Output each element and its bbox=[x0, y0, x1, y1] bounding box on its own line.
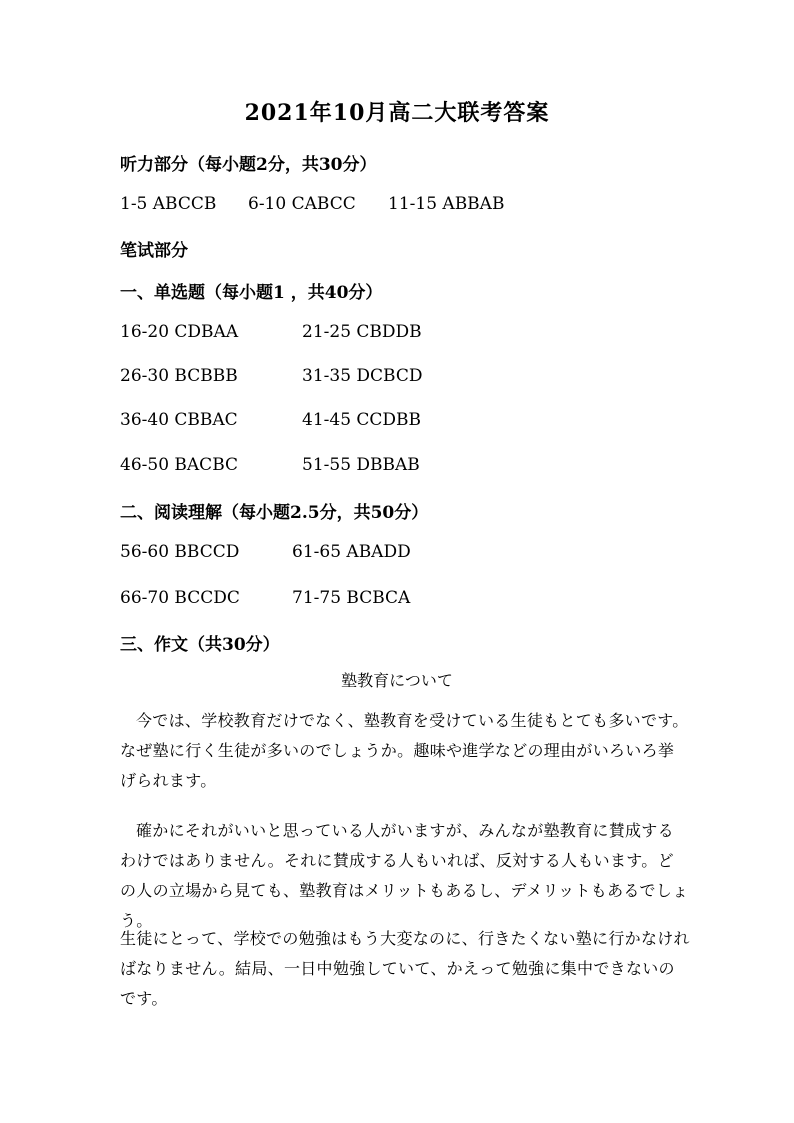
essay-paragraph: 今では、学校教育だけでなく、塾教育を受けている生徒もとても多いです。なぜ塾に行く生徒が多いのでしょうか。趣味や進学などの理由がいろいろ挙げられます。 bbox=[120, 711, 689, 790]
section3-heading: 三、作文（共30分） bbox=[120, 635, 280, 655]
section1-row bbox=[120, 322, 480, 346]
answer-group: 16-20 CDBAA bbox=[120, 322, 239, 342]
section1-row bbox=[120, 410, 480, 434]
answer-group: 46-50 BACBC bbox=[120, 455, 239, 475]
answer-group: 31-35 DCBCD bbox=[302, 366, 423, 386]
answer-group: 1-5 ABCCB bbox=[120, 194, 217, 214]
answer-group: 71-75 BCBCA bbox=[292, 588, 411, 608]
answer-group: 61-65 ABADD bbox=[292, 542, 411, 562]
page-title: 2021年10月高二大联考答案 bbox=[244, 100, 550, 126]
listening-heading: 听力部分（每小题2分，共30分） bbox=[120, 155, 377, 175]
essay-paragraph: 確かにそれがいいと思っている人がいますが、みんなが塾教育に賛成するわけではありません。それに賛成する人もいれば、反対する人もいます。どの人の立場から見ても、塾教育はメリットもあるし、デメリットもあるでしょう。 bbox=[120, 821, 689, 930]
section2-row bbox=[120, 588, 480, 612]
essay-title: 塾教育について bbox=[341, 671, 453, 690]
section1-row bbox=[120, 366, 480, 390]
section2-row bbox=[120, 542, 480, 566]
answer-group: 66-70 BCCDC bbox=[120, 588, 240, 608]
answer-group: 21-25 CBDDB bbox=[302, 322, 422, 342]
answer-group: 6-10 CABCC bbox=[248, 194, 356, 214]
answer-group: 26-30 BCBBB bbox=[120, 366, 238, 386]
listening-answers-row bbox=[120, 194, 540, 218]
section2-heading: 二、阅读理解（每小题2.5分，共50分） bbox=[120, 503, 429, 523]
answer-group: 11-15 ABBAB bbox=[388, 194, 505, 214]
answer-group: 41-45 CCDBB bbox=[302, 410, 422, 430]
section1-row bbox=[120, 455, 480, 479]
section1-heading: 一、单选题（每小题1 ，共40分） bbox=[120, 283, 383, 303]
answer-group: 56-60 BBCCD bbox=[120, 542, 240, 562]
answer-group: 36-40 CBBAC bbox=[120, 410, 238, 430]
essay-paragraph: 生徒にとって、学校での勉強はもう大変なのに、行きたくない塾に行かなければなりません。結局、一日中勉強していて、かえって勉強に集中できないのです。 bbox=[120, 929, 690, 1008]
answer-group: 51-55 DBBAB bbox=[302, 455, 420, 475]
written-heading: 笔试部分 bbox=[120, 241, 188, 261]
